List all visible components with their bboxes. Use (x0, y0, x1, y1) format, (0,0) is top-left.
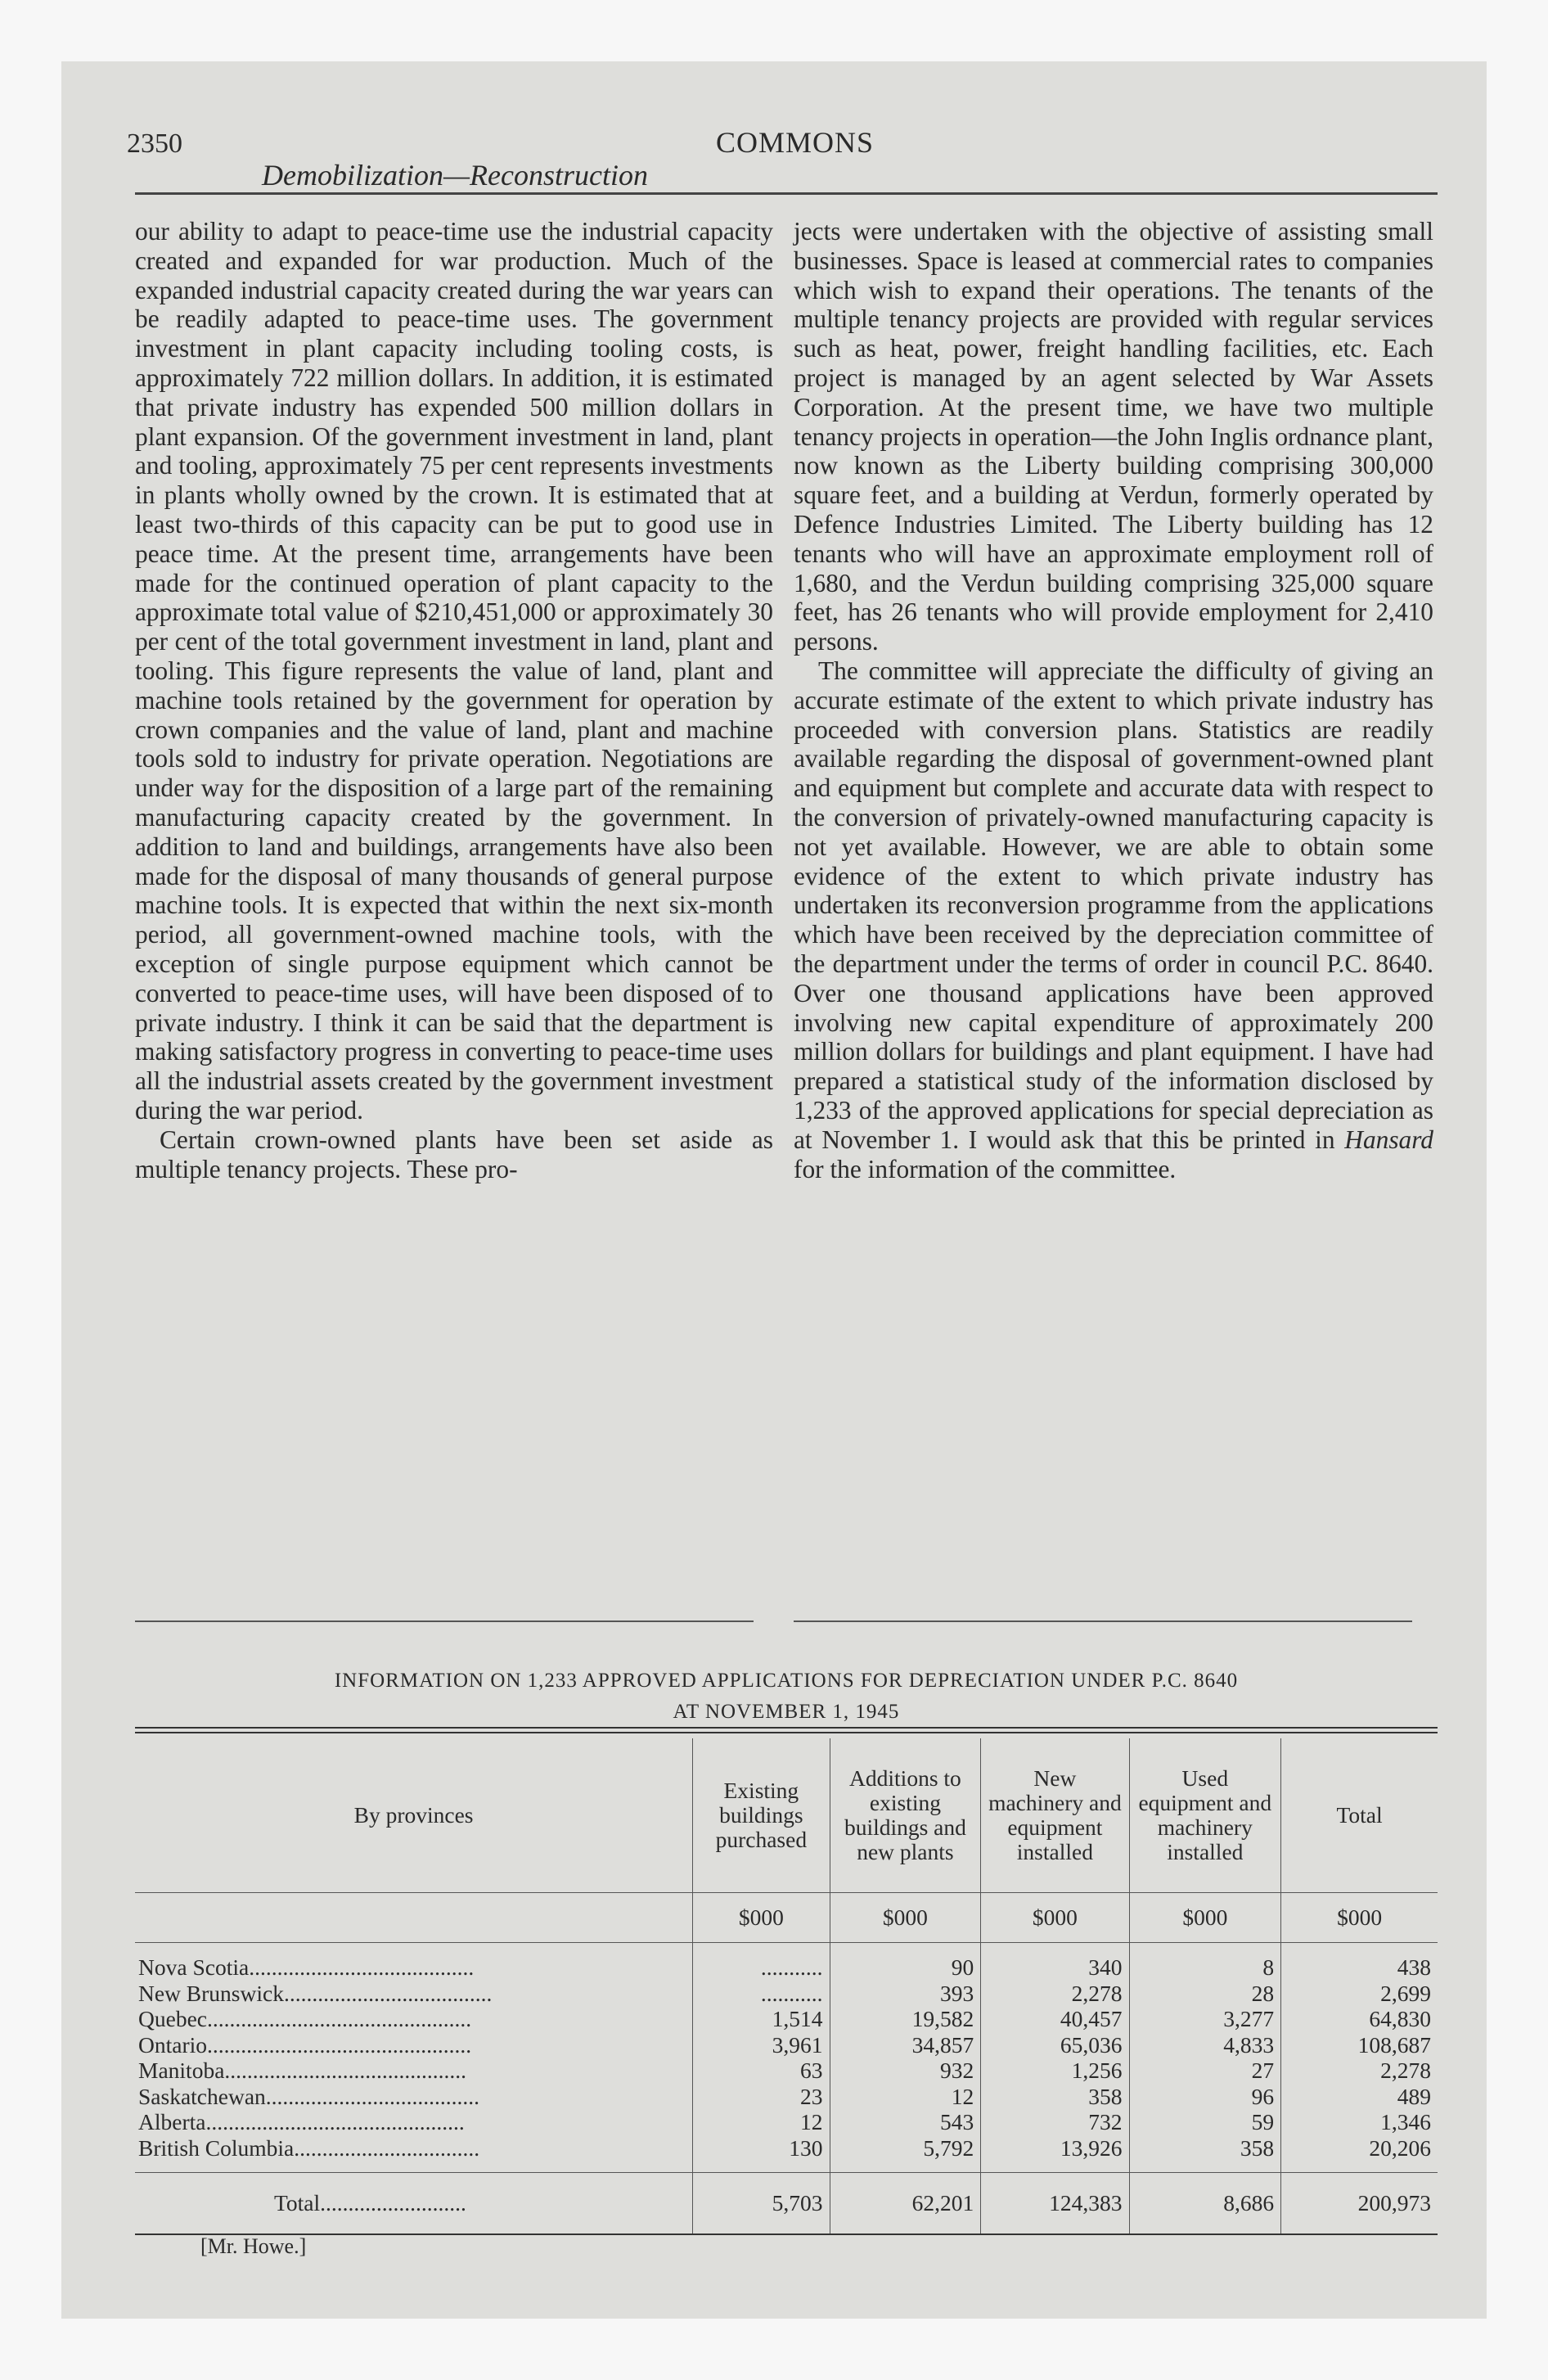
unit-cell: $000 (981, 1893, 1129, 1943)
left-column (135, 217, 773, 1183)
page-sheet (61, 61, 1487, 2319)
used-cell: 4,833 (1129, 2032, 1281, 2058)
page-number: 2350 (127, 128, 182, 159)
new-machinery-cell: 40,457 (981, 2006, 1129, 2032)
additions-cell: 12 (830, 2084, 981, 2110)
total-cell: 438 (1281, 1954, 1438, 1981)
province-name: Manitoba........................................... (138, 2058, 467, 2083)
existing-cell: ........... (693, 1954, 830, 1981)
table-row (135, 2032, 1438, 2058)
table-top-rule-2 (135, 1732, 1438, 1733)
used-cell: 59 (1129, 2109, 1281, 2135)
additions-cell: 34,857 (830, 2032, 981, 2058)
used-cell: 3,277 (1129, 2006, 1281, 2032)
table-caption-line-1: INFORMATION ON 1,233 APPROVED APPLICATIONS FOR DEPRECIATION UNDER P.C. 8640 (334, 1670, 1239, 1692)
unit-cell: $000 (1281, 1893, 1438, 1943)
total-cell: 20,206 (1281, 2135, 1438, 2161)
existing-cell: 1,514 (693, 2006, 830, 2032)
table-row (135, 2058, 1438, 2084)
total-cell: 2,278 (1281, 2058, 1438, 2084)
left-column-end-rule (135, 1620, 754, 1622)
additions-cell: 543 (830, 2109, 981, 2135)
table-row (135, 2135, 1438, 2161)
new-machinery-cell: 2,278 (981, 1981, 1129, 2007)
new-machinery-cell: 340 (981, 1954, 1129, 1981)
right-paragraph-1: jects were undertaken with the objective of assisting small businesses. Space is leased at commercial rates to companies which wish to expand their operations. The tenants of the multiple tenancy projects are provided with regular services such as heat, power, freight handling facilities, etc. Each project is managed by an agent selected by War Assets Corporation. At the present time, we have two multiple tenancy projects in operation—the John Inglis ordnance plant, now known as the Liberty building comprising 300,000 square feet, and a building at Verdun, formerly operated by Defence Industries Limited. The Liberty building has 12 tenants who will have an approximate employment roll of 1,680, and the Verdun building comprising 325,000 square feet, has 26 tenants who will provide employment for 2,410 persons. (794, 217, 1433, 656)
total-new-machinery: 124,383 (981, 2173, 1129, 2235)
unit-cell: $000 (1129, 1893, 1281, 1943)
table-row (135, 2006, 1438, 2032)
province-name: Quebec............................................... (138, 2006, 472, 2031)
existing-cell: 12 (693, 2109, 830, 2135)
table-row (135, 1981, 1438, 2007)
existing-cell: ........... (693, 1981, 830, 2007)
used-cell: 8 (1129, 1954, 1281, 1981)
table-row (135, 1954, 1438, 1981)
province-name: Ontario............................................... (138, 2031, 472, 2058)
hansard-italic: Hansard (1344, 1125, 1433, 1154)
depreciation-table (135, 1738, 1438, 2235)
used-cell: 27 (1129, 2058, 1281, 2084)
section-name: COMMONS (716, 126, 875, 159)
additions-cell: 932 (830, 2058, 981, 2084)
table-caption (135, 1666, 1438, 1728)
total-label: Total.......................... (135, 2173, 693, 2235)
new-machinery-cell: 732 (981, 2109, 1129, 2135)
province-name: Saskatchewan...................................... (138, 2083, 480, 2109)
used-cell: 28 (1129, 1981, 1281, 2007)
total-cell: 489 (1281, 2084, 1438, 2110)
total-cell: 64,830 (1281, 2006, 1438, 2032)
left-paragraph-1: our ability to adapt to peace-time use the industrial capacity created and expanded for war production. Much of the expanded industrial capacity created during the war years can be readily adapted to peace-time uses. The government investment in plant capacity including tooling costs, is approximately 722 million dollars. In addition, it is estimated that private industry has expended 500 million dollars in plant expansion. Of the government investment in land, plant and tooling, approximately 75 per cent represents investments in plants wholly owned by the crown. It is estimated that at least two-thirds of this capacity can be put to good use in peace time. At the present time, arrangements have been made for the continued operation of plant capacity to the approximate total value of $210,451,000 or approximately 30 per cent of the total government investment in land, plant and tooling. This figure represents the value of land, plant and machine tools retained by the government for operation by crown companies and the value of land, plant and machine tools sold to industry for private operation. Negotiations are under way for the disposition of a large part of the remaining manufacturing capacity created by the government. In addition to land and buildings, arrangements have also been made for the disposal of many thousands of general purpose machine tools. It is expected that within the next six-month period, all government-owned machine tools, with the exception of single purpose equipment which cannot be converted to peace-time uses, will have been disposed of to private industry. I think it can be said that the department is making satisfactory progress in converting to peace-time uses all the industrial assets created by the government investment during the war period. (135, 217, 773, 1125)
table-row (135, 2084, 1438, 2110)
header-used-equipment: Used equipment and machinery installed (1129, 1738, 1281, 1893)
existing-cell: 130 (693, 2135, 830, 2161)
total-additions: 62,201 (830, 2173, 981, 2235)
province-name: New Brunswick..................................... (138, 1980, 493, 2006)
left-paragraph-2: Certain crown-owned plants have been set aside as multiple tenancy projects. These pro- (135, 1125, 773, 1183)
used-cell: 358 (1129, 2135, 1281, 2161)
section-title: Demobilization—Reconstruction (262, 159, 648, 192)
additions-cell: 393 (830, 1981, 981, 2007)
total-cell: 1,346 (1281, 2109, 1438, 2135)
new-machinery-cell: 1,256 (981, 2058, 1129, 2084)
province-name: Alberta.............................................. (138, 2109, 465, 2134)
additions-cell: 19,582 (830, 2006, 981, 2032)
existing-cell: 23 (693, 2084, 830, 2110)
header-total: Total (1281, 1738, 1438, 1893)
grand-total: 200,973 (1281, 2173, 1438, 2235)
total-cell: 2,699 (1281, 1981, 1438, 2007)
province-name: Nova Scotia........................................ (138, 1954, 475, 1980)
table-row (135, 2109, 1438, 2135)
new-machinery-cell: 65,036 (981, 2032, 1129, 2058)
header-rule (135, 192, 1438, 195)
right-paragraph-2-text: The committee will appreciate the difficulty of giving an accurate estimate of the extent to which private industry has proceeded with conversion plans. Statistics are readily available regarding the disposal of government-owned plant and equipment but complete and accurate data with respect to the conversion of privately-owned manufacturing capacity is not yet available. However, we are able to obtain some evidence of the extent to which private industry has undertaken its reconversion programme from the applications which have been received by the depreciation committee of the department under the terms of order in council P.C. 8640. Over one thousand applications have been approved involving new capital expenditure of approximately 200 million dollars for buildings and plant equipment. I have had prepared a statistical study of the information disclosed by 1,233 of the approved applications for special depreciation as at November 1. I would ask that this be printed in (794, 656, 1433, 1154)
province-name: British Columbia................................. (138, 2134, 480, 2161)
right-paragraph-2-end: for the information of the committee. (794, 1154, 1177, 1183)
header-existing: Existing buildings purchased (693, 1738, 830, 1893)
total-existing: 5,703 (693, 2173, 830, 2235)
speaker-note: [Mr. Howe.] (200, 2234, 307, 2258)
total-row (135, 2173, 1438, 2235)
total-used: 8,686 (1129, 2173, 1281, 2235)
right-paragraph-2 (794, 656, 1433, 1183)
additions-cell: 5,792 (830, 2135, 981, 2161)
unit-cell: $000 (693, 1893, 830, 1943)
total-cell: 108,687 (1281, 2032, 1438, 2058)
header-provinces: By provinces (135, 1738, 693, 1893)
right-column-end-rule (794, 1620, 1412, 1622)
existing-cell: 63 (693, 2058, 830, 2084)
new-machinery-cell: 13,926 (981, 2135, 1129, 2161)
unit-cell: $000 (830, 1893, 981, 1943)
right-column (794, 217, 1433, 1183)
additions-cell: 90 (830, 1954, 981, 1981)
table-header-row (135, 1738, 1438, 1893)
header-new-machinery: New machinery and equipment installed (981, 1738, 1129, 1893)
table-top-rule (135, 1727, 1438, 1729)
used-cell: 96 (1129, 2084, 1281, 2110)
new-machinery-cell: 358 (981, 2084, 1129, 2110)
units-row (135, 1893, 1438, 1943)
header-additions: Additions to existing buildings and new plants (830, 1738, 981, 1893)
existing-cell: 3,961 (693, 2032, 830, 2058)
table-caption-line-2: AT NOVEMBER 1, 1945 (673, 1701, 900, 1723)
